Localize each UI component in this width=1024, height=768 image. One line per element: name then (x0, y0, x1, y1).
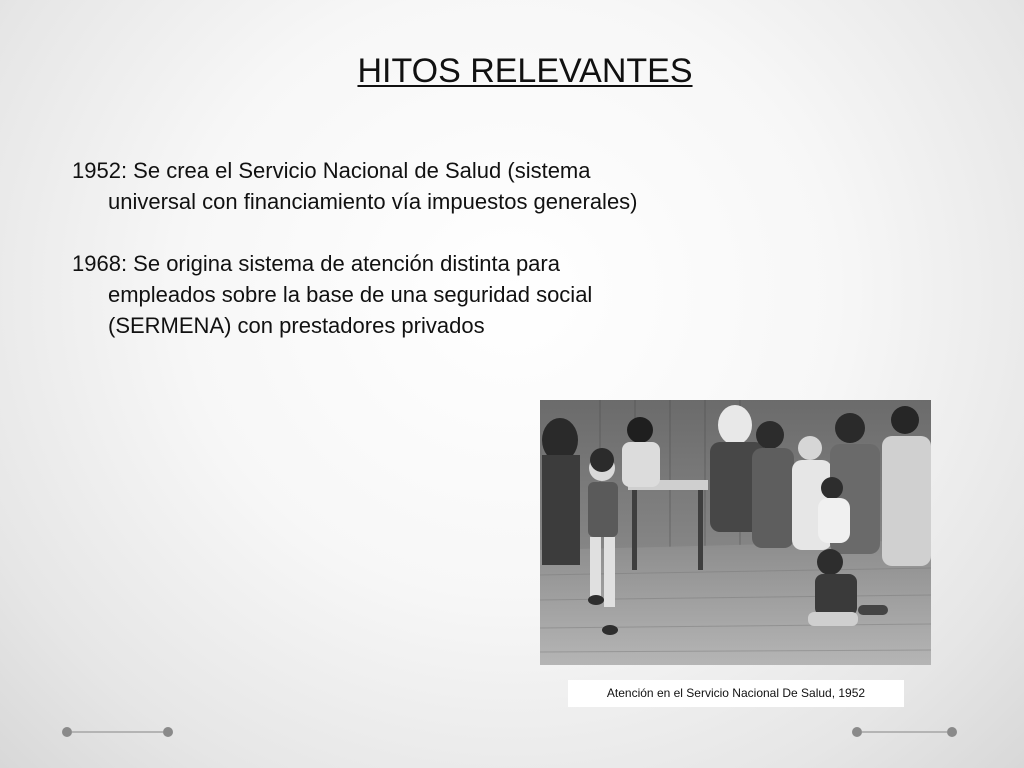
historical-photo (540, 400, 931, 665)
photo-caption: Atención en el Servicio Nacional De Salud, 1952 (568, 680, 904, 707)
decorative-dot (62, 727, 72, 737)
milestone-1968: 1968: Se origina sistema de atención distinta para empleados sobre la base de una seguridad social (SERMENA) con prestadores privados (72, 251, 593, 338)
slide-title: HITOS RELEVANTES (357, 52, 693, 90)
milestone-1952: 1952: Se crea el Servicio Nacional de Salud (sistema universal con financiamiento vía impuestos generales) (72, 158, 638, 214)
decorative-line-left (72, 731, 163, 733)
decorative-dot (163, 727, 173, 737)
milestone-list (72, 155, 672, 372)
decorative-dot (852, 727, 862, 737)
decorative-dot (947, 727, 957, 737)
decorative-line-right (862, 731, 947, 733)
